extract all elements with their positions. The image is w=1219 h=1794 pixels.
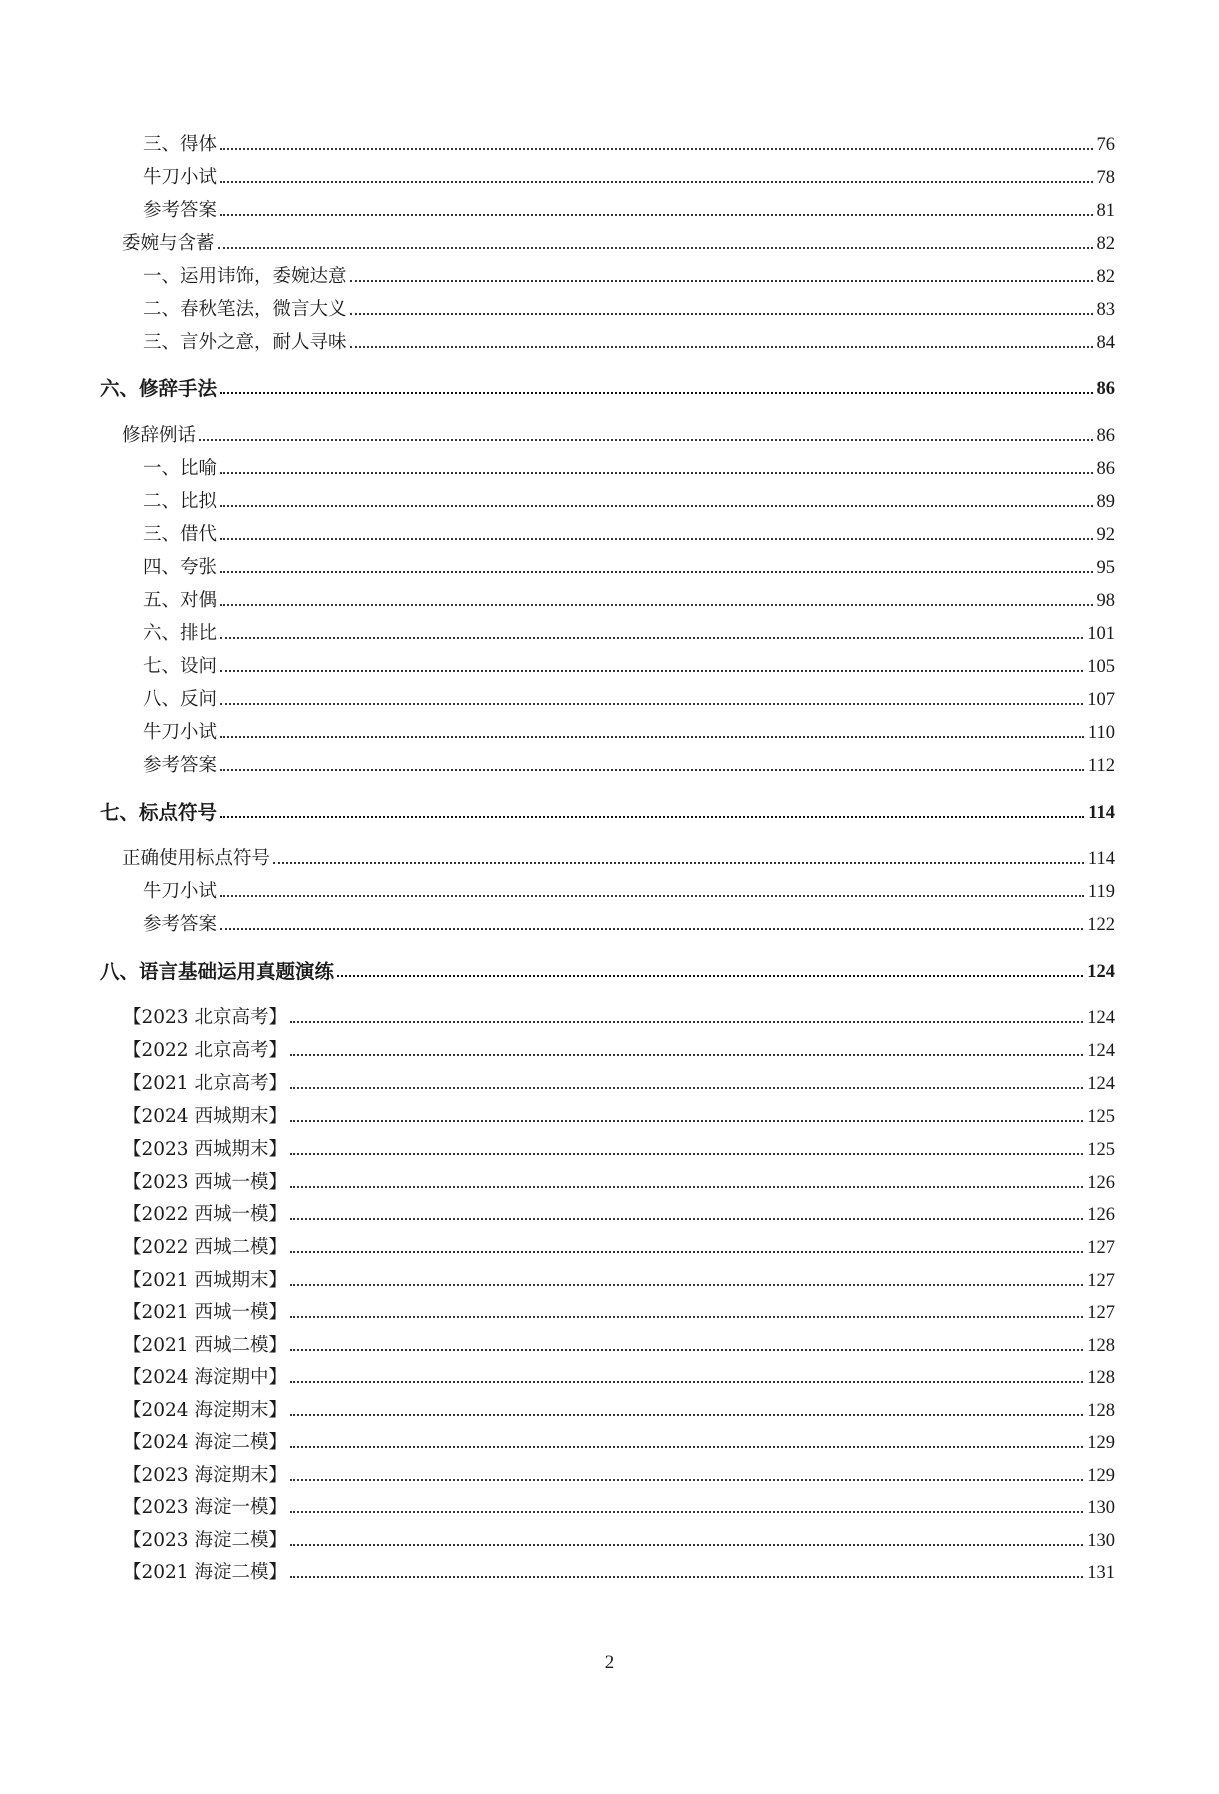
toc-entry-page: 126 <box>1087 1204 1115 1225</box>
toc-entry <box>0 225 1219 255</box>
toc-entry-label: 【2023 西城一模】 <box>123 1171 287 1193</box>
toc-entry <box>0 1424 1219 1454</box>
toc-entry <box>0 291 1219 321</box>
toc-entry-label: 六、排比 <box>143 622 218 644</box>
toc-entry-label: 【2022 北京高考】 <box>123 1039 287 1061</box>
toc-entry-label: 一、比喻 <box>143 457 218 479</box>
dot-leader <box>290 1544 1083 1546</box>
toc-entry-label: 七、设问 <box>143 655 218 677</box>
toc-entry-label: 【2021 西城二模】 <box>123 1334 287 1356</box>
toc-entry <box>0 483 1219 513</box>
toc-entry-page: 86 <box>1096 425 1115 446</box>
toc-entry-label: 四、夸张 <box>143 556 218 578</box>
toc-entry-label: 参考答案 <box>143 199 218 221</box>
dot-leader <box>220 670 1083 672</box>
toc-entry <box>0 1294 1219 1324</box>
toc-entry-page: 124 <box>1087 1073 1115 1094</box>
toc-entry-page: 125 <box>1087 1139 1115 1160</box>
toc-entry-label: 【2023 北京高考】 <box>123 1006 287 1028</box>
toc-entry-page: 130 <box>1087 1497 1115 1518</box>
toc-entry <box>0 126 1219 156</box>
toc-entry-label: 三、借代 <box>143 523 218 545</box>
toc-entry-page: 127 <box>1087 1302 1115 1323</box>
toc-entry-label: 牛刀小试 <box>143 166 218 188</box>
dot-leader <box>290 1153 1083 1155</box>
toc-entry <box>0 1098 1219 1128</box>
dot-leader <box>337 975 1083 977</box>
toc-entry <box>0 1032 1219 1062</box>
toc-entry <box>0 324 1219 354</box>
dot-leader <box>290 1021 1083 1023</box>
toc-entry-page: 105 <box>1087 656 1115 677</box>
toc-chapter-entry <box>0 370 1219 400</box>
dot-leader <box>290 1576 1083 1578</box>
toc-entry <box>0 648 1219 678</box>
toc-entry-page: 128 <box>1087 1367 1115 1388</box>
toc-entry <box>0 450 1219 480</box>
toc-entry-page: 130 <box>1087 1530 1115 1551</box>
toc-entry-label: 五、对偶 <box>143 589 218 611</box>
toc-entry <box>0 1392 1219 1422</box>
toc-entry-label: 参考答案 <box>143 913 218 935</box>
toc-entry <box>0 1229 1219 1259</box>
dot-leader <box>290 1251 1083 1253</box>
dot-leader <box>350 313 1093 315</box>
toc-entry-label: 【2024 海淀期末】 <box>123 1399 287 1421</box>
toc-entry-label: 【2024 海淀期中】 <box>123 1366 287 1388</box>
toc-entry <box>0 1457 1219 1487</box>
toc-entry <box>0 1131 1219 1161</box>
toc-entry-label: 委婉与含蓄 <box>122 232 215 254</box>
toc-chapter-entry <box>0 794 1219 824</box>
dot-leader <box>220 604 1092 606</box>
toc-entry-page: 119 <box>1087 881 1115 902</box>
toc-entry <box>0 1489 1219 1519</box>
toc-entry-page: 101 <box>1087 623 1115 644</box>
toc-entry-page: 124 <box>1087 1040 1115 1061</box>
toc-entry-page: 76 <box>1096 134 1115 155</box>
toc-entry <box>0 906 1219 936</box>
dot-leader <box>220 505 1092 507</box>
toc-entry-label: 【2023 海淀期末】 <box>123 1464 287 1486</box>
dot-leader <box>220 703 1083 705</box>
toc-entry <box>0 1065 1219 1095</box>
dot-leader <box>220 392 1092 394</box>
toc-entry-page: 86 <box>1096 458 1115 479</box>
toc-entry-page: 124 <box>1087 1007 1115 1028</box>
dot-leader <box>290 1054 1083 1056</box>
toc-entry-page: 84 <box>1096 332 1115 353</box>
toc-entry-label: 【2022 西城一模】 <box>123 1203 287 1225</box>
dot-leader <box>290 1218 1083 1220</box>
toc-entry-label: 修辞例话 <box>122 424 197 446</box>
toc-chapter-entry <box>0 953 1219 983</box>
toc-entry <box>0 192 1219 222</box>
toc-entry-page: 81 <box>1096 200 1115 221</box>
toc-entry <box>0 1262 1219 1292</box>
toc-entry-page: 124 <box>1087 961 1115 982</box>
dot-leader <box>220 736 1084 738</box>
dot-leader <box>290 1120 1083 1122</box>
toc-entry-label: 【2023 海淀二模】 <box>123 1529 287 1551</box>
toc-entry-label: 参考答案 <box>143 754 218 776</box>
toc-entry-label: 牛刀小试 <box>143 721 218 743</box>
dot-leader <box>290 1186 1083 1188</box>
dot-leader <box>220 181 1092 183</box>
dot-leader <box>220 895 1084 897</box>
toc-entry-page: 112 <box>1087 755 1115 776</box>
toc-entry <box>0 159 1219 189</box>
toc-entry-label: 牛刀小试 <box>143 880 218 902</box>
dot-leader <box>199 439 1092 441</box>
toc-entry <box>0 873 1219 903</box>
toc-entry <box>0 549 1219 579</box>
toc-entry <box>0 1327 1219 1357</box>
toc-entry <box>0 615 1219 645</box>
dot-leader <box>350 346 1093 348</box>
dot-leader <box>220 571 1092 573</box>
toc-entry-page: 126 <box>1087 1172 1115 1193</box>
toc-entry-label: 三、言外之意，耐人寻味 <box>143 331 347 353</box>
toc-entry-page: 128 <box>1087 1335 1115 1356</box>
dot-leader <box>273 862 1084 864</box>
dot-leader <box>220 637 1083 639</box>
toc-entry-page: 110 <box>1087 722 1115 743</box>
toc-entry-page: 95 <box>1096 557 1115 578</box>
toc-entry-label: 三、得体 <box>143 133 218 155</box>
toc-entry-page: 82 <box>1096 233 1115 254</box>
toc-entry-label: 正确使用标点符号 <box>122 847 271 869</box>
toc-entry-label: 【2022 西城二模】 <box>123 1236 287 1258</box>
toc-entry <box>0 1554 1219 1584</box>
dot-leader <box>290 1446 1083 1448</box>
toc-entry-page: 129 <box>1087 1465 1115 1486</box>
toc-entry-label: 二、比拟 <box>143 490 218 512</box>
toc-entry <box>0 714 1219 744</box>
toc-entry-label: 【2021 海淀二模】 <box>123 1561 287 1583</box>
dot-leader <box>220 538 1092 540</box>
toc-entry <box>0 1522 1219 1552</box>
toc-entry-label: 八、反问 <box>143 688 218 710</box>
toc-entry-page: 114 <box>1088 802 1115 823</box>
dot-leader <box>220 769 1084 771</box>
toc-entry-page: 125 <box>1087 1106 1115 1127</box>
toc-entry <box>0 1164 1219 1194</box>
dot-leader <box>290 1479 1083 1481</box>
toc-entry <box>0 1359 1219 1389</box>
toc-entry-page: 127 <box>1087 1237 1115 1258</box>
toc-entry-page: 78 <box>1096 167 1115 188</box>
dot-leader <box>220 148 1092 150</box>
toc-entry-label: 一、运用讳饰，委婉达意 <box>143 265 347 287</box>
toc-entry-label: 【2021 西城期末】 <box>123 1269 287 1291</box>
toc-entry <box>0 582 1219 612</box>
toc-entry-page: 83 <box>1096 299 1115 320</box>
toc-entry-label: 七、标点符号 <box>100 800 218 824</box>
dot-leader <box>220 472 1092 474</box>
toc-entry-page: 128 <box>1087 1400 1115 1421</box>
toc-entry <box>0 516 1219 546</box>
toc-entry <box>0 417 1219 447</box>
dot-leader <box>220 928 1083 930</box>
toc-entry <box>0 258 1219 288</box>
toc-entry <box>0 840 1219 870</box>
dot-leader <box>218 247 1093 249</box>
toc-entry-label: 六、修辞手法 <box>100 376 218 400</box>
toc-entry-page: 131 <box>1087 1562 1115 1583</box>
toc-entry-label: 【2024 西城期末】 <box>123 1105 287 1127</box>
toc-entry-page: 129 <box>1087 1432 1115 1453</box>
page-number: 2 <box>604 1652 615 1673</box>
toc-entry-page: 114 <box>1087 848 1115 869</box>
dot-leader <box>290 1349 1083 1351</box>
toc-entry-page: 86 <box>1096 378 1115 399</box>
toc-entry-label: 【2023 西城期末】 <box>123 1138 287 1160</box>
toc-entry-page: 127 <box>1087 1270 1115 1291</box>
dot-leader <box>290 1316 1083 1318</box>
dot-leader <box>350 280 1093 282</box>
toc-entry-label: 【2024 海淀二模】 <box>123 1431 287 1453</box>
toc-entry-page: 82 <box>1096 266 1115 287</box>
dot-leader <box>290 1284 1083 1286</box>
dot-leader <box>220 214 1092 216</box>
dot-leader <box>220 816 1084 818</box>
toc-entry-label: 八、语言基础运用真题演练 <box>100 959 335 983</box>
toc-entry-page: 98 <box>1096 590 1115 611</box>
toc-entry-label: 【2023 海淀一模】 <box>123 1496 287 1518</box>
toc-entry <box>0 1196 1219 1226</box>
toc-entry-label: 【2021 北京高考】 <box>123 1072 287 1094</box>
dot-leader <box>290 1511 1083 1513</box>
toc-entry-page: 89 <box>1096 491 1115 512</box>
dot-leader <box>290 1087 1083 1089</box>
toc-entry-label: 二、春秋笔法，微言大义 <box>143 298 347 320</box>
toc-entry-label: 【2021 西城一模】 <box>123 1301 287 1323</box>
dot-leader <box>290 1414 1083 1416</box>
toc-entry <box>0 681 1219 711</box>
dot-leader <box>290 1381 1083 1383</box>
toc-entry-page: 92 <box>1096 524 1115 545</box>
toc-entry <box>0 747 1219 777</box>
toc-entry <box>0 999 1219 1029</box>
toc-entry-page: 122 <box>1087 914 1115 935</box>
toc-entry-page: 107 <box>1087 689 1115 710</box>
